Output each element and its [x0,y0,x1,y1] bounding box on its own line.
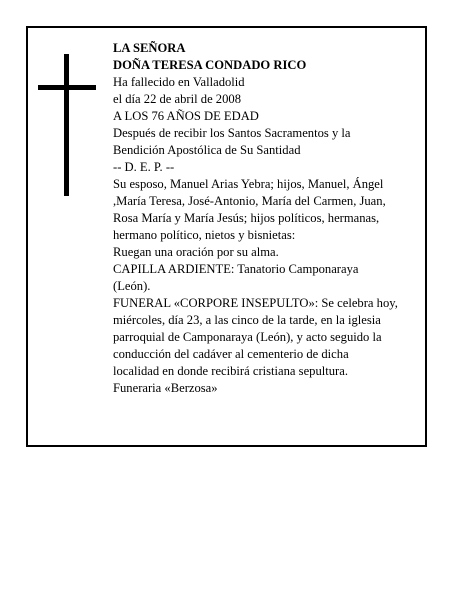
family-line-4: hermano político, nietos y bisnietas: [113,228,296,242]
prayer-line: Ruegan una oración por su alma. [113,245,279,259]
title-line: LA SEÑORA [113,41,186,55]
death-date: el día 22 de abril de 2008 [113,92,241,106]
chapel-line-2: (León). [113,279,151,293]
age-line: A LOS 76 AÑOS DE EDAD [113,109,259,123]
sacraments-line-1: Después de recibir los Santos Sacramentos y la [113,126,351,140]
funeral-line-3: parroquial de Camponaraya (León), y acto seguido la [113,330,382,344]
obituary-text [113,40,433,397]
funeral-line-2: miércoles, día 23, a las cinco de la tarde, en la iglesia [113,313,381,327]
funeral-home-line: Funeraria «Berzosa» [113,381,218,395]
death-place: Ha fallecido en Valladolid [113,75,245,89]
family-line-2: ,María Teresa, José-Antonio, María del Carmen, Juan, [113,194,386,208]
deceased-name: DOÑA TERESA CONDADO RICO [113,58,307,72]
sacraments-line-2: Bendición Apostólica de Su Santidad [113,143,301,157]
funeral-line-5: localidad en donde recibirá cristiana sepultura. [113,364,348,378]
family-line-3: Rosa María y María Jesús; hijos políticos, hermanas, [113,211,380,225]
cross-horizontal-bar [38,85,96,90]
chapel-line-1: CAPILLA ARDIENTE: Tanatorio Camponaraya [113,262,359,276]
family-line-1: Su esposo, Manuel Arias Yebra; hijos, Manuel, Ángel [113,177,384,191]
cross-vertical-bar [64,54,69,196]
rip-line: -- D. E. P. -- [113,160,175,174]
funeral-line-4: conducción del cadáver al cementerio de dicha [113,347,349,361]
funeral-line-1: FUNERAL «CORPORE INSEPULTO»: Se celebra hoy, [113,296,398,310]
